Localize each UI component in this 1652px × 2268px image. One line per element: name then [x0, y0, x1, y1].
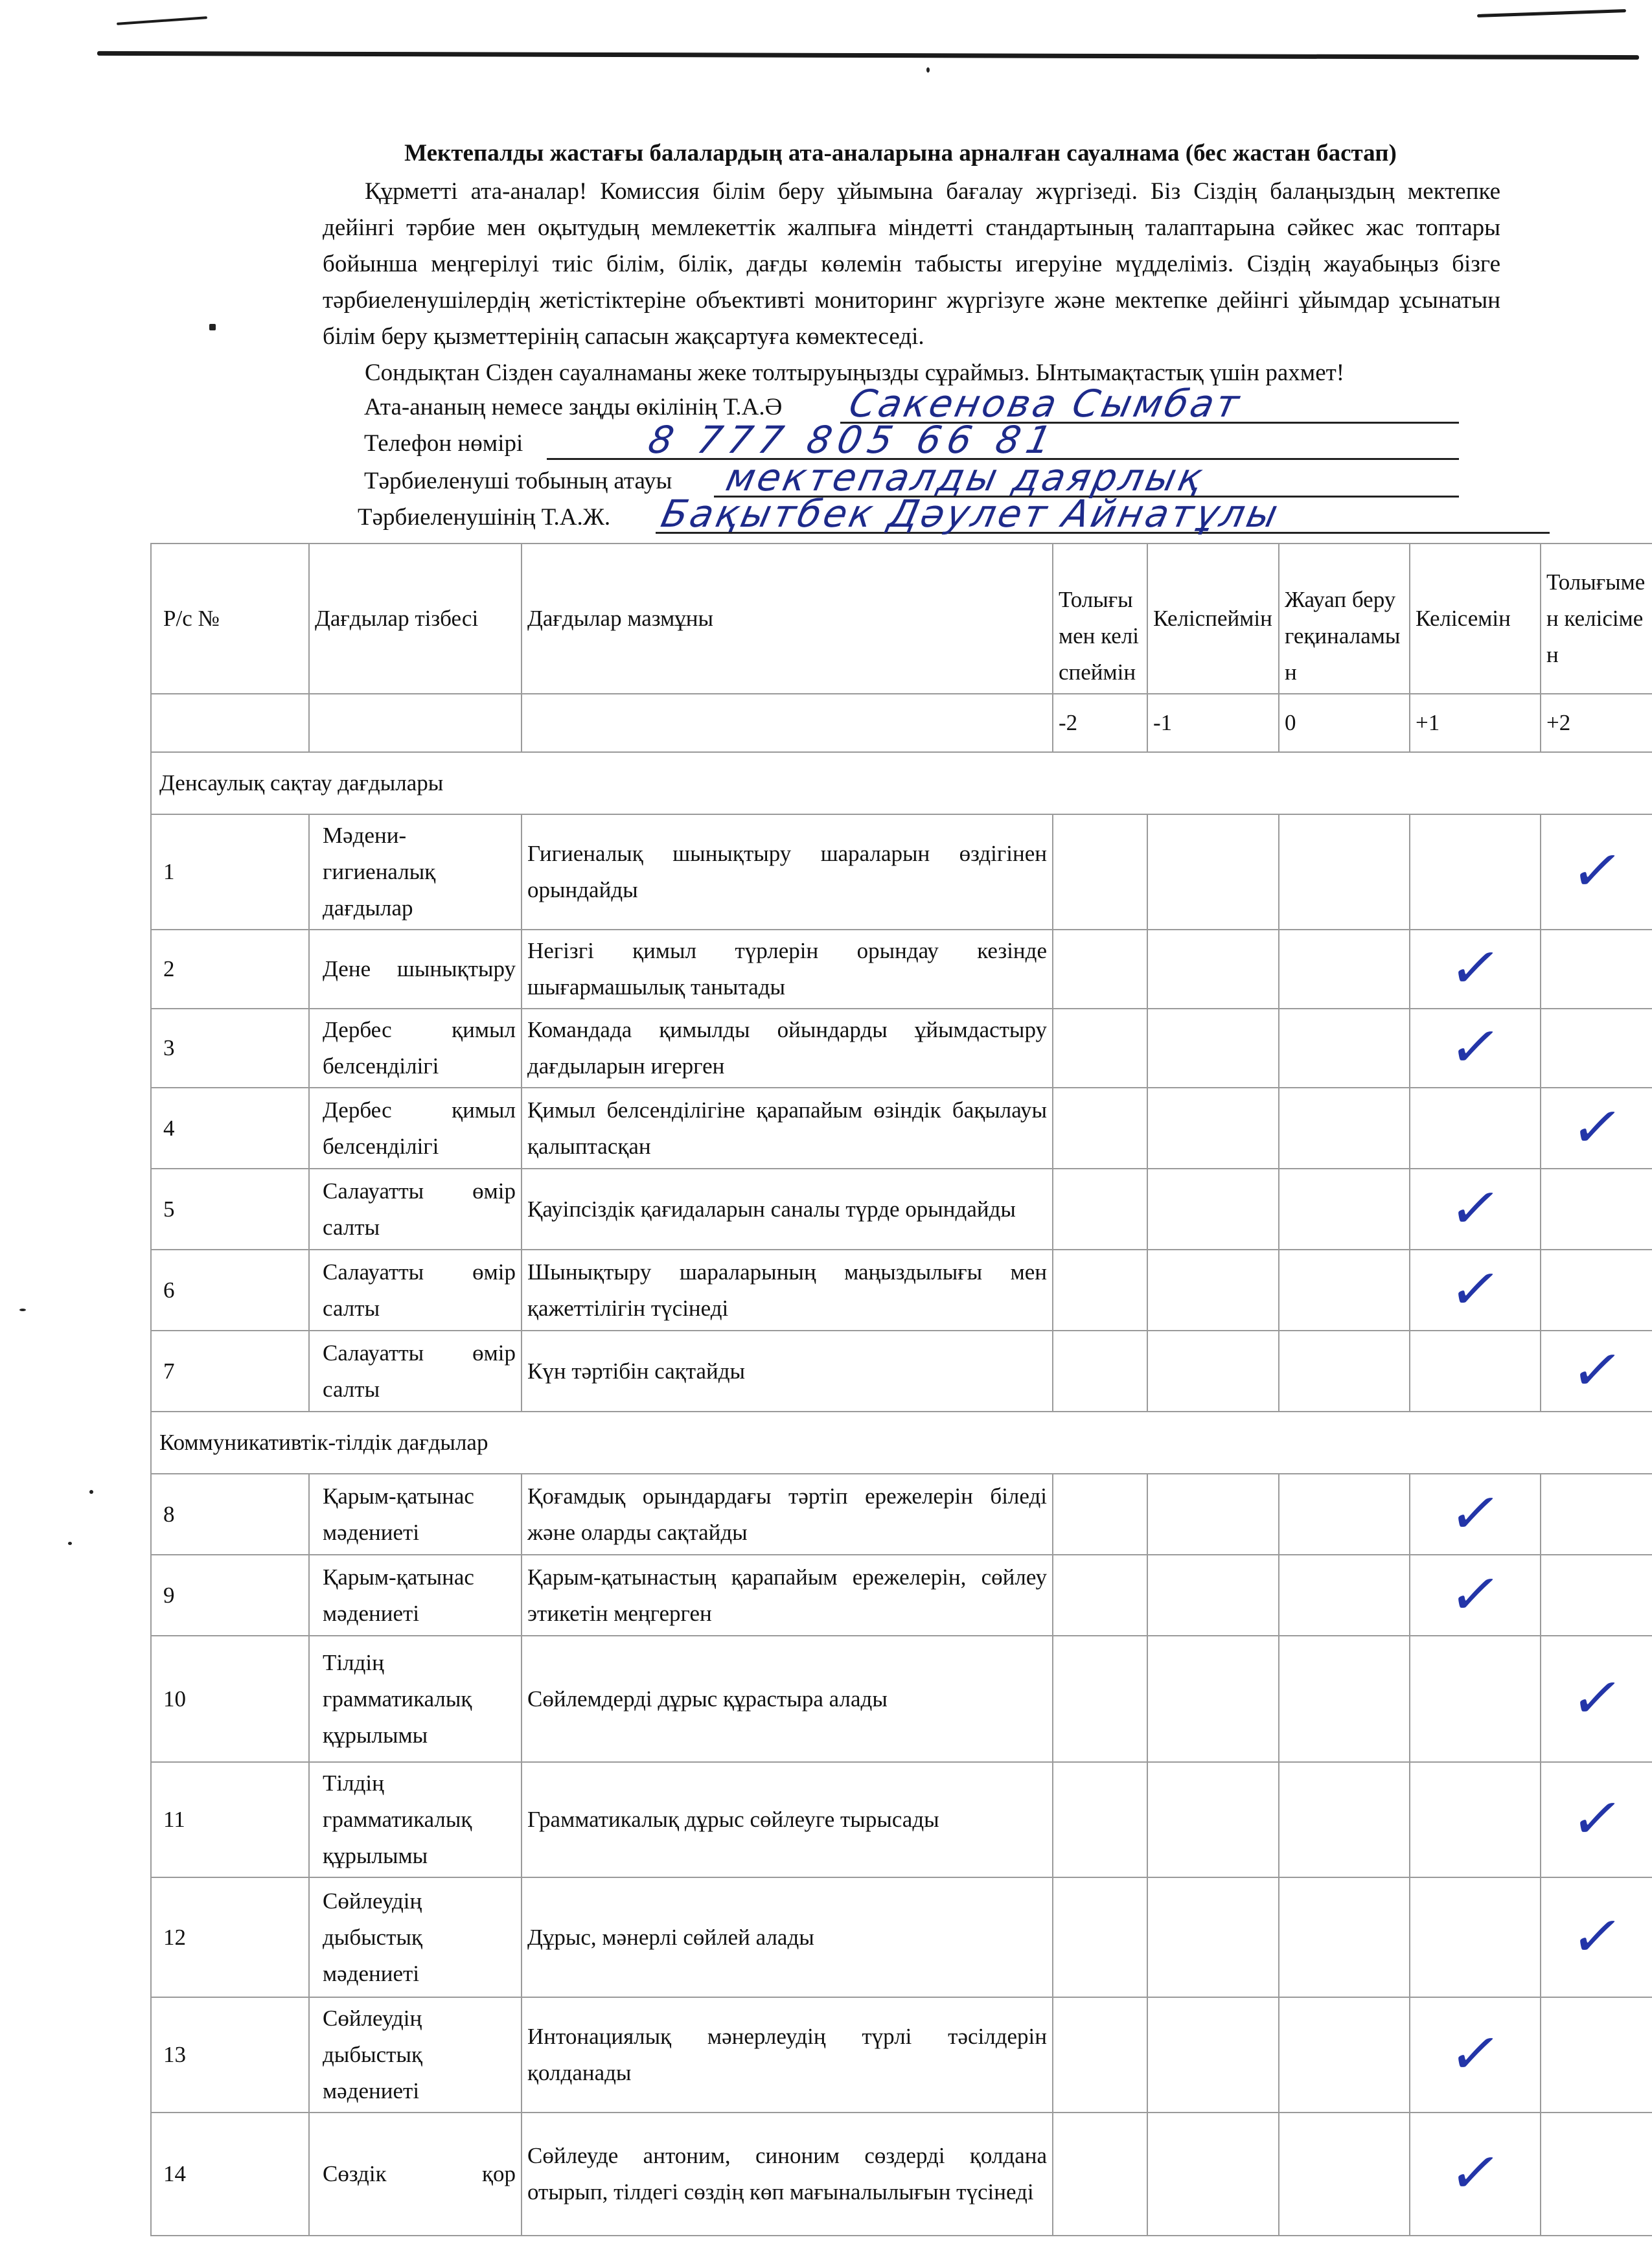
scan-edge-line — [97, 51, 1639, 60]
row-content: Күн тәртібін сақтайды — [522, 1331, 1053, 1412]
row-content: Қимыл белсенділігіне қарапайым өзіндік бақылауы қалыптасқан — [522, 1088, 1053, 1169]
check-mark-icon: ✓ — [1444, 936, 1506, 1000]
answer-cell-4[interactable] — [1541, 1169, 1652, 1250]
check-mark-icon: ✓ — [1444, 1257, 1506, 1321]
table-row — [151, 1762, 1652, 1877]
row-content: Грамматикалық дұрыс сөйлеуге тырысады — [522, 1762, 1053, 1877]
check-mark-icon: ✓ — [1444, 2022, 1506, 2085]
scan-speck — [926, 67, 930, 73]
scale-blank — [522, 694, 1053, 752]
answer-cell-1[interactable] — [1147, 1250, 1279, 1331]
answer-cell-4[interactable] — [1541, 1555, 1652, 1636]
child-name-field[interactable] — [358, 494, 1589, 539]
scale-value: +1 — [1410, 694, 1541, 752]
header-strongly-disagree: Толығымен келіспеймін — [1053, 544, 1147, 694]
row-skill: Дербес қимыл белсенділігі — [309, 1009, 522, 1088]
row-number: 3 — [151, 1009, 309, 1088]
scale-value: -2 — [1053, 694, 1147, 752]
intro-paragraph: Құрметті ата-аналар! Комиссия білім беру ұйымына бағалау жүргізеді. Біз Сіздің балаңыздың мектепке дейінгі тәрбие мен оқытудың мемлекеттік жалпыға міндетті стандартының талаптарына сәйкес жас топтары бойынша меңгерілуі тиіс білім, білік, дағды көлемін табысты игеруіне мүдделіміз. Сіздің жауабыңыз бізге тәрбиеленушілердің жетістіктеріне объективті мониторинг жүргізуге және мектепке дейінгі ұйымдар ұсынатын білім беру қызметтерінің сапасын жақсартуға көмектеседі. — [323, 178, 1500, 350]
table-row — [151, 1997, 1652, 2113]
answer-cell-0[interactable] — [1053, 1088, 1147, 1169]
answer-cell-2[interactable] — [1279, 930, 1410, 1009]
answer-cell-2[interactable] — [1279, 814, 1410, 930]
answer-cell-4[interactable] — [1541, 930, 1652, 1009]
answer-cell-0[interactable] — [1053, 814, 1147, 930]
answer-cell-0[interactable] — [1053, 1250, 1147, 1331]
group-name-label: Тәрбиеленуші тобының атауы — [364, 468, 672, 494]
answer-cell-1[interactable] — [1147, 1997, 1279, 2113]
header-disagree: Келіспеймін — [1147, 544, 1279, 694]
answer-cell-3[interactable] — [1410, 1009, 1541, 1088]
row-skill: Салауатты өмір салты — [309, 1331, 522, 1412]
row-number: 14 — [151, 2113, 309, 2236]
scan-edge-line-top — [117, 16, 207, 25]
check-mark-icon: ✓ — [1566, 1338, 1628, 1402]
answer-cell-4[interactable] — [1541, 1474, 1652, 1555]
answer-cell-1[interactable] — [1147, 1636, 1279, 1762]
row-content: Командада қимылды ойындарды ұйымдастыру дағдыларын игерген — [522, 1009, 1053, 1088]
answer-cell-1[interactable] — [1147, 1877, 1279, 1997]
answer-cell-4[interactable] — [1541, 814, 1652, 930]
answer-cell-1[interactable] — [1147, 1009, 1279, 1088]
answer-cell-1[interactable] — [1147, 1169, 1279, 1250]
answer-cell-0[interactable] — [1053, 1009, 1147, 1088]
table-header-row — [151, 544, 1652, 694]
answer-cell-2[interactable] — [1279, 1762, 1410, 1877]
answer-cell-0[interactable] — [1053, 1636, 1147, 1762]
header-agree: Келісемін — [1410, 544, 1541, 694]
answer-cell-2[interactable] — [1279, 1009, 1410, 1088]
answer-cell-3[interactable] — [1410, 1474, 1541, 1555]
answer-cell-3[interactable] — [1410, 1250, 1541, 1331]
scale-blank — [151, 694, 309, 752]
scan-speck — [68, 1542, 72, 1545]
row-content: Қарым-қатынастың қарапайым ережелерін, сөйлеу этикетін меңгерген — [522, 1555, 1053, 1636]
answer-cell-2[interactable] — [1279, 1474, 1410, 1555]
answer-cell-3[interactable] — [1410, 814, 1541, 930]
group-name-handwritten: мектепалды даярлық — [722, 455, 1209, 499]
answer-cell-0[interactable] — [1053, 930, 1147, 1009]
check-mark-icon: ✓ — [1566, 1904, 1628, 1968]
row-skill: Сөздік қор — [309, 2113, 522, 2236]
row-number: 2 — [151, 930, 309, 1009]
answer-cell-0[interactable] — [1053, 2113, 1147, 2236]
answer-cell-1[interactable] — [1147, 1762, 1279, 1877]
scale-value: +2 — [1541, 694, 1652, 752]
check-mark-icon: ✓ — [1444, 1562, 1506, 1626]
scan-speck — [19, 1309, 26, 1311]
answer-cell-1[interactable] — [1147, 1474, 1279, 1555]
table-row — [151, 930, 1652, 1009]
row-number: 9 — [151, 1555, 309, 1636]
answer-cell-4[interactable] — [1541, 1331, 1652, 1412]
row-skill: Қарым-қатынас мәдениеті — [309, 1555, 522, 1636]
answer-cell-3[interactable] — [1410, 1088, 1541, 1169]
check-mark-icon: ✓ — [1444, 1015, 1506, 1079]
row-skill: Дене шынықтыру — [309, 930, 522, 1009]
phone-label: Телефон нөмірі — [364, 430, 523, 457]
row-content: Қоғамдық орындардағы тәртіп ережелерін біледі және оларды сақтайды — [522, 1474, 1053, 1555]
answer-cell-3[interactable] — [1410, 1169, 1541, 1250]
section-title: Коммуникативтік-тілдік дағдылар — [151, 1412, 1652, 1474]
table-row — [151, 1009, 1652, 1088]
answer-cell-2[interactable] — [1279, 1250, 1410, 1331]
table-row — [151, 814, 1652, 930]
row-skill: Сөйлеудің дыбыстық мәдениеті — [309, 1997, 522, 2113]
answer-cell-2[interactable] — [1279, 1169, 1410, 1250]
answer-cell-4[interactable] — [1541, 1250, 1652, 1331]
answer-cell-2[interactable] — [1279, 1636, 1410, 1762]
row-skill: Дербес қимыл белсенділігі — [309, 1088, 522, 1169]
questionnaire-table — [150, 543, 1652, 2236]
row-skill: Тілдің грамматикалық құрылымы — [309, 1636, 522, 1762]
row-skill: Тілдің грамматикалық құрылымы — [309, 1762, 522, 1877]
parent-name-handwritten: Сакенова Сымбат — [845, 382, 1246, 426]
answer-cell-0[interactable] — [1053, 1331, 1147, 1412]
row-content: Шынықтыру шараларының маңыздылығы мен қажеттілігін түсінеді — [522, 1250, 1053, 1331]
answer-cell-3[interactable] — [1410, 2113, 1541, 2236]
row-content: Гигиеналық шынықтыру шараларын өздігінен орындайды — [522, 814, 1053, 930]
scale-value: -1 — [1147, 694, 1279, 752]
table-row — [151, 1555, 1652, 1636]
answer-cell-4[interactable] — [1541, 1997, 1652, 2113]
row-number: 7 — [151, 1331, 309, 1412]
answer-cell-0[interactable] — [1053, 1555, 1147, 1636]
row-skill: Мәдени-гигиеналық дағдылар — [309, 814, 522, 930]
answer-cell-2[interactable] — [1279, 1877, 1410, 1997]
answer-cell-4[interactable] — [1541, 1636, 1652, 1762]
check-mark-icon: ✓ — [1566, 839, 1628, 902]
row-skill: Қарым-қатынас мәдениеті — [309, 1474, 522, 1555]
header-content: Дағдылар мазмұны — [522, 544, 1053, 694]
header-skills: Дағдылар тізбесі — [309, 544, 522, 694]
parent-name-label: Ата-ананың немесе заңды өкілінің Т.А.Ә — [364, 394, 783, 420]
row-number: 10 — [151, 1636, 309, 1762]
row-number: 13 — [151, 1997, 309, 2113]
table-body — [151, 544, 1652, 2236]
scale-blank — [309, 694, 522, 752]
answer-cell-3[interactable] — [1410, 1762, 1541, 1877]
phone-handwritten: 8 777 805 66 81 — [644, 418, 1062, 462]
table-row — [151, 1877, 1652, 1997]
check-mark-icon: ✓ — [1566, 1666, 1628, 1730]
child-name-handwritten: Бақытбек Дәулет Айнатұлы — [657, 492, 1285, 536]
table-row — [151, 1088, 1652, 1169]
answer-cell-0[interactable] — [1053, 1474, 1147, 1555]
section-title: Денсаулық сақтау дағдылары — [151, 752, 1652, 814]
answer-cell-3[interactable] — [1410, 1877, 1541, 1997]
table-row — [151, 1250, 1652, 1331]
answer-cell-1[interactable] — [1147, 930, 1279, 1009]
row-content: Сөйлеуде антоним, синоним сөздерді қолдана отырып, тілдегі сөздің көп мағыналылығын түсінеді — [522, 2113, 1053, 2236]
header-strongly-agree: Толығымен келісімен — [1541, 544, 1652, 694]
table-row — [151, 2113, 1652, 2236]
answer-cell-0[interactable] — [1053, 1169, 1147, 1250]
intro-paragraph: Сондықтан Сізден сауалнаманы жеке толтыруыңызды сұраймыз. Ынтымақтастық үшін рахмет! — [365, 360, 1345, 386]
row-skill: Салауатты өмір салты — [309, 1169, 522, 1250]
scan-edge-line-top-right — [1477, 9, 1626, 17]
answer-cell-4[interactable] — [1541, 1088, 1652, 1169]
answer-cell-1[interactable] — [1147, 814, 1279, 930]
answer-cell-4[interactable] — [1541, 1009, 1652, 1088]
row-skill: Сөйлеудің дыбыстық мәдениеті — [309, 1877, 522, 1997]
scan-speck — [209, 324, 216, 330]
answer-cell-3[interactable] — [1410, 1331, 1541, 1412]
scale-value: 0 — [1279, 694, 1410, 752]
section-header-row — [151, 752, 1652, 814]
answer-cell-4[interactable] — [1541, 1877, 1652, 1997]
answer-cell-4[interactable] — [1541, 2113, 1652, 2236]
check-mark-icon: ✓ — [1566, 1787, 1628, 1850]
answer-cell-2[interactable] — [1279, 1997, 1410, 2113]
row-content: Дұрыс, мәнерлі сөйлей алады — [522, 1877, 1053, 1997]
row-content: Негізгі қимыл түрлерін орындау кезінде шығармашылық танытады — [522, 930, 1053, 1009]
answer-cell-3[interactable] — [1410, 1555, 1541, 1636]
row-number: 6 — [151, 1250, 309, 1331]
row-content: Интонациялық мәнерлеудің түрлі тәсілдерін қолданады — [522, 1997, 1053, 2113]
scan-speck — [89, 1490, 93, 1494]
header-undecided: Жауап беругеқиналамын — [1279, 544, 1410, 694]
answer-cell-1[interactable] — [1147, 1555, 1279, 1636]
answer-cell-0[interactable] — [1053, 1762, 1147, 1877]
check-mark-icon: ✓ — [1444, 2141, 1506, 2205]
answer-cell-2[interactable] — [1279, 2113, 1410, 2236]
row-number: 12 — [151, 1877, 309, 1997]
answer-cell-3[interactable] — [1410, 1636, 1541, 1762]
page-title: Мектепалды жастағы балалардың ата-аналарына арналған сауалнама (бес жастан бастап) — [404, 140, 1397, 166]
row-skill: Салауатты өмір салты — [309, 1250, 522, 1331]
row-number: 11 — [151, 1762, 309, 1877]
row-content: Сөйлемдерді дұрыс құрастыра алады — [522, 1636, 1053, 1762]
answer-cell-0[interactable] — [1053, 1877, 1147, 1997]
header-num: Р/с № — [151, 544, 309, 694]
answer-cell-0[interactable] — [1053, 1997, 1147, 2113]
table-row — [151, 1169, 1652, 1250]
row-number: 8 — [151, 1474, 309, 1555]
answer-cell-1[interactable] — [1147, 1331, 1279, 1412]
check-mark-icon: ✓ — [1566, 1095, 1628, 1159]
child-name-label: Тәрбиеленушінің Т.А.Ж. — [358, 504, 611, 531]
answer-cell-3[interactable] — [1410, 930, 1541, 1009]
answer-cell-1[interactable] — [1147, 2113, 1279, 2236]
intro-text — [323, 174, 1500, 391]
answer-cell-2[interactable] — [1279, 1088, 1410, 1169]
row-number: 1 — [151, 814, 309, 930]
row-content: Қауіпсіздік қағидаларын саналы түрде орындайды — [522, 1169, 1053, 1250]
check-mark-icon: ✓ — [1444, 1176, 1506, 1240]
answer-cell-2[interactable] — [1279, 1331, 1410, 1412]
answer-cell-4[interactable] — [1541, 1762, 1652, 1877]
check-mark-icon: ✓ — [1444, 1481, 1506, 1545]
scale-row — [151, 694, 1652, 752]
answer-cell-3[interactable] — [1410, 1997, 1541, 2113]
answer-cell-1[interactable] — [1147, 1088, 1279, 1169]
table-row — [151, 1331, 1652, 1412]
row-number: 4 — [151, 1088, 309, 1169]
table-row — [151, 1474, 1652, 1555]
table-row — [151, 1636, 1652, 1762]
row-number: 5 — [151, 1169, 309, 1250]
answer-cell-2[interactable] — [1279, 1555, 1410, 1636]
section-header-row — [151, 1412, 1652, 1474]
